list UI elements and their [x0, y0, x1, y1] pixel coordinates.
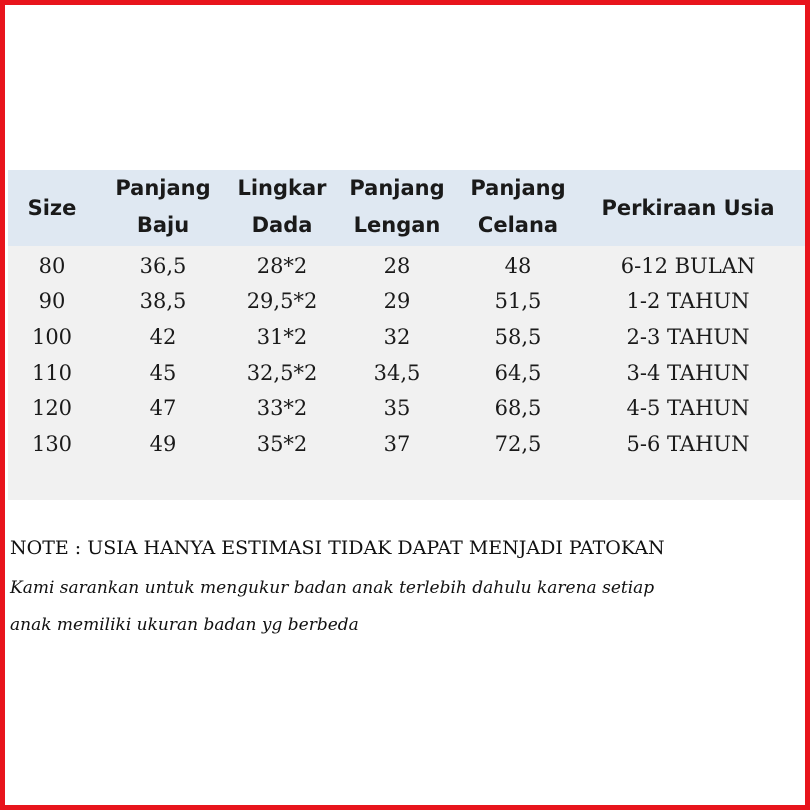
- table-cell: 51,5: [494, 289, 542, 313]
- table-cell: 4-5 TAHUN: [626, 396, 750, 420]
- note-title: NOTE : USIA HANYA ESTIMASI TIDAK DAPAT MENJADI PATOKAN: [10, 537, 665, 559]
- table-cell: 100: [31, 325, 73, 349]
- table-cell: 48: [504, 254, 532, 278]
- table-cell: 110: [31, 361, 73, 385]
- table-cell: 34,5: [373, 361, 421, 385]
- header-size: Size: [27, 196, 77, 220]
- table-cell: 49: [149, 432, 177, 456]
- table-cell: 130: [31, 432, 73, 456]
- table-cell: 35: [383, 396, 411, 420]
- table-cell: 32: [383, 325, 411, 349]
- header-panjang-celana: Panjang Celana: [470, 176, 566, 237]
- table-cell: 35*2: [256, 432, 308, 456]
- table-cell: 80: [38, 254, 66, 278]
- table-cell: 28: [383, 254, 411, 278]
- table-cell: 5-6 TAHUN: [626, 432, 750, 456]
- table-cell: 47: [149, 396, 177, 420]
- header-lingkar-dada: Lingkar Dada: [237, 176, 327, 237]
- note-line-1: Kami sarankan untuk mengukur badan anak terlebih dahulu karena setiap: [10, 578, 655, 598]
- table-cell: 42: [149, 325, 177, 349]
- header-panjang-baju: Panjang Baju: [115, 176, 211, 237]
- table-cell: 29: [383, 289, 411, 313]
- table-cell: 68,5: [494, 396, 542, 420]
- table-cell: 64,5: [494, 361, 542, 385]
- table-cell: 33*2: [256, 396, 308, 420]
- table-cell: 58,5: [494, 325, 542, 349]
- table-cell: 45: [149, 361, 177, 385]
- table-cell: 37: [383, 432, 411, 456]
- header-perkiraan-usia: Perkiraan Usia: [601, 196, 775, 220]
- table-cell: 72,5: [494, 432, 542, 456]
- table-cell: 2-3 TAHUN: [626, 325, 750, 349]
- header-panjang-lengan: Panjang Lengan: [349, 176, 445, 237]
- table-cell: 29,5*2: [246, 289, 318, 313]
- table-cell: 120: [31, 396, 73, 420]
- table-cell: 31*2: [256, 325, 308, 349]
- table-cell: 38,5: [139, 289, 187, 313]
- table-cell: 36,5: [139, 254, 187, 278]
- note-line-2: anak memiliki ukuran badan yg berbeda: [10, 615, 359, 635]
- table-cell: 90: [38, 289, 66, 313]
- table-cell: 3-4 TAHUN: [626, 361, 750, 385]
- table-cell: 28*2: [256, 254, 308, 278]
- table-cell: 6-12 BULAN: [620, 254, 756, 278]
- table-cell: 1-2 TAHUN: [626, 289, 750, 313]
- table-cell: 32,5*2: [246, 361, 318, 385]
